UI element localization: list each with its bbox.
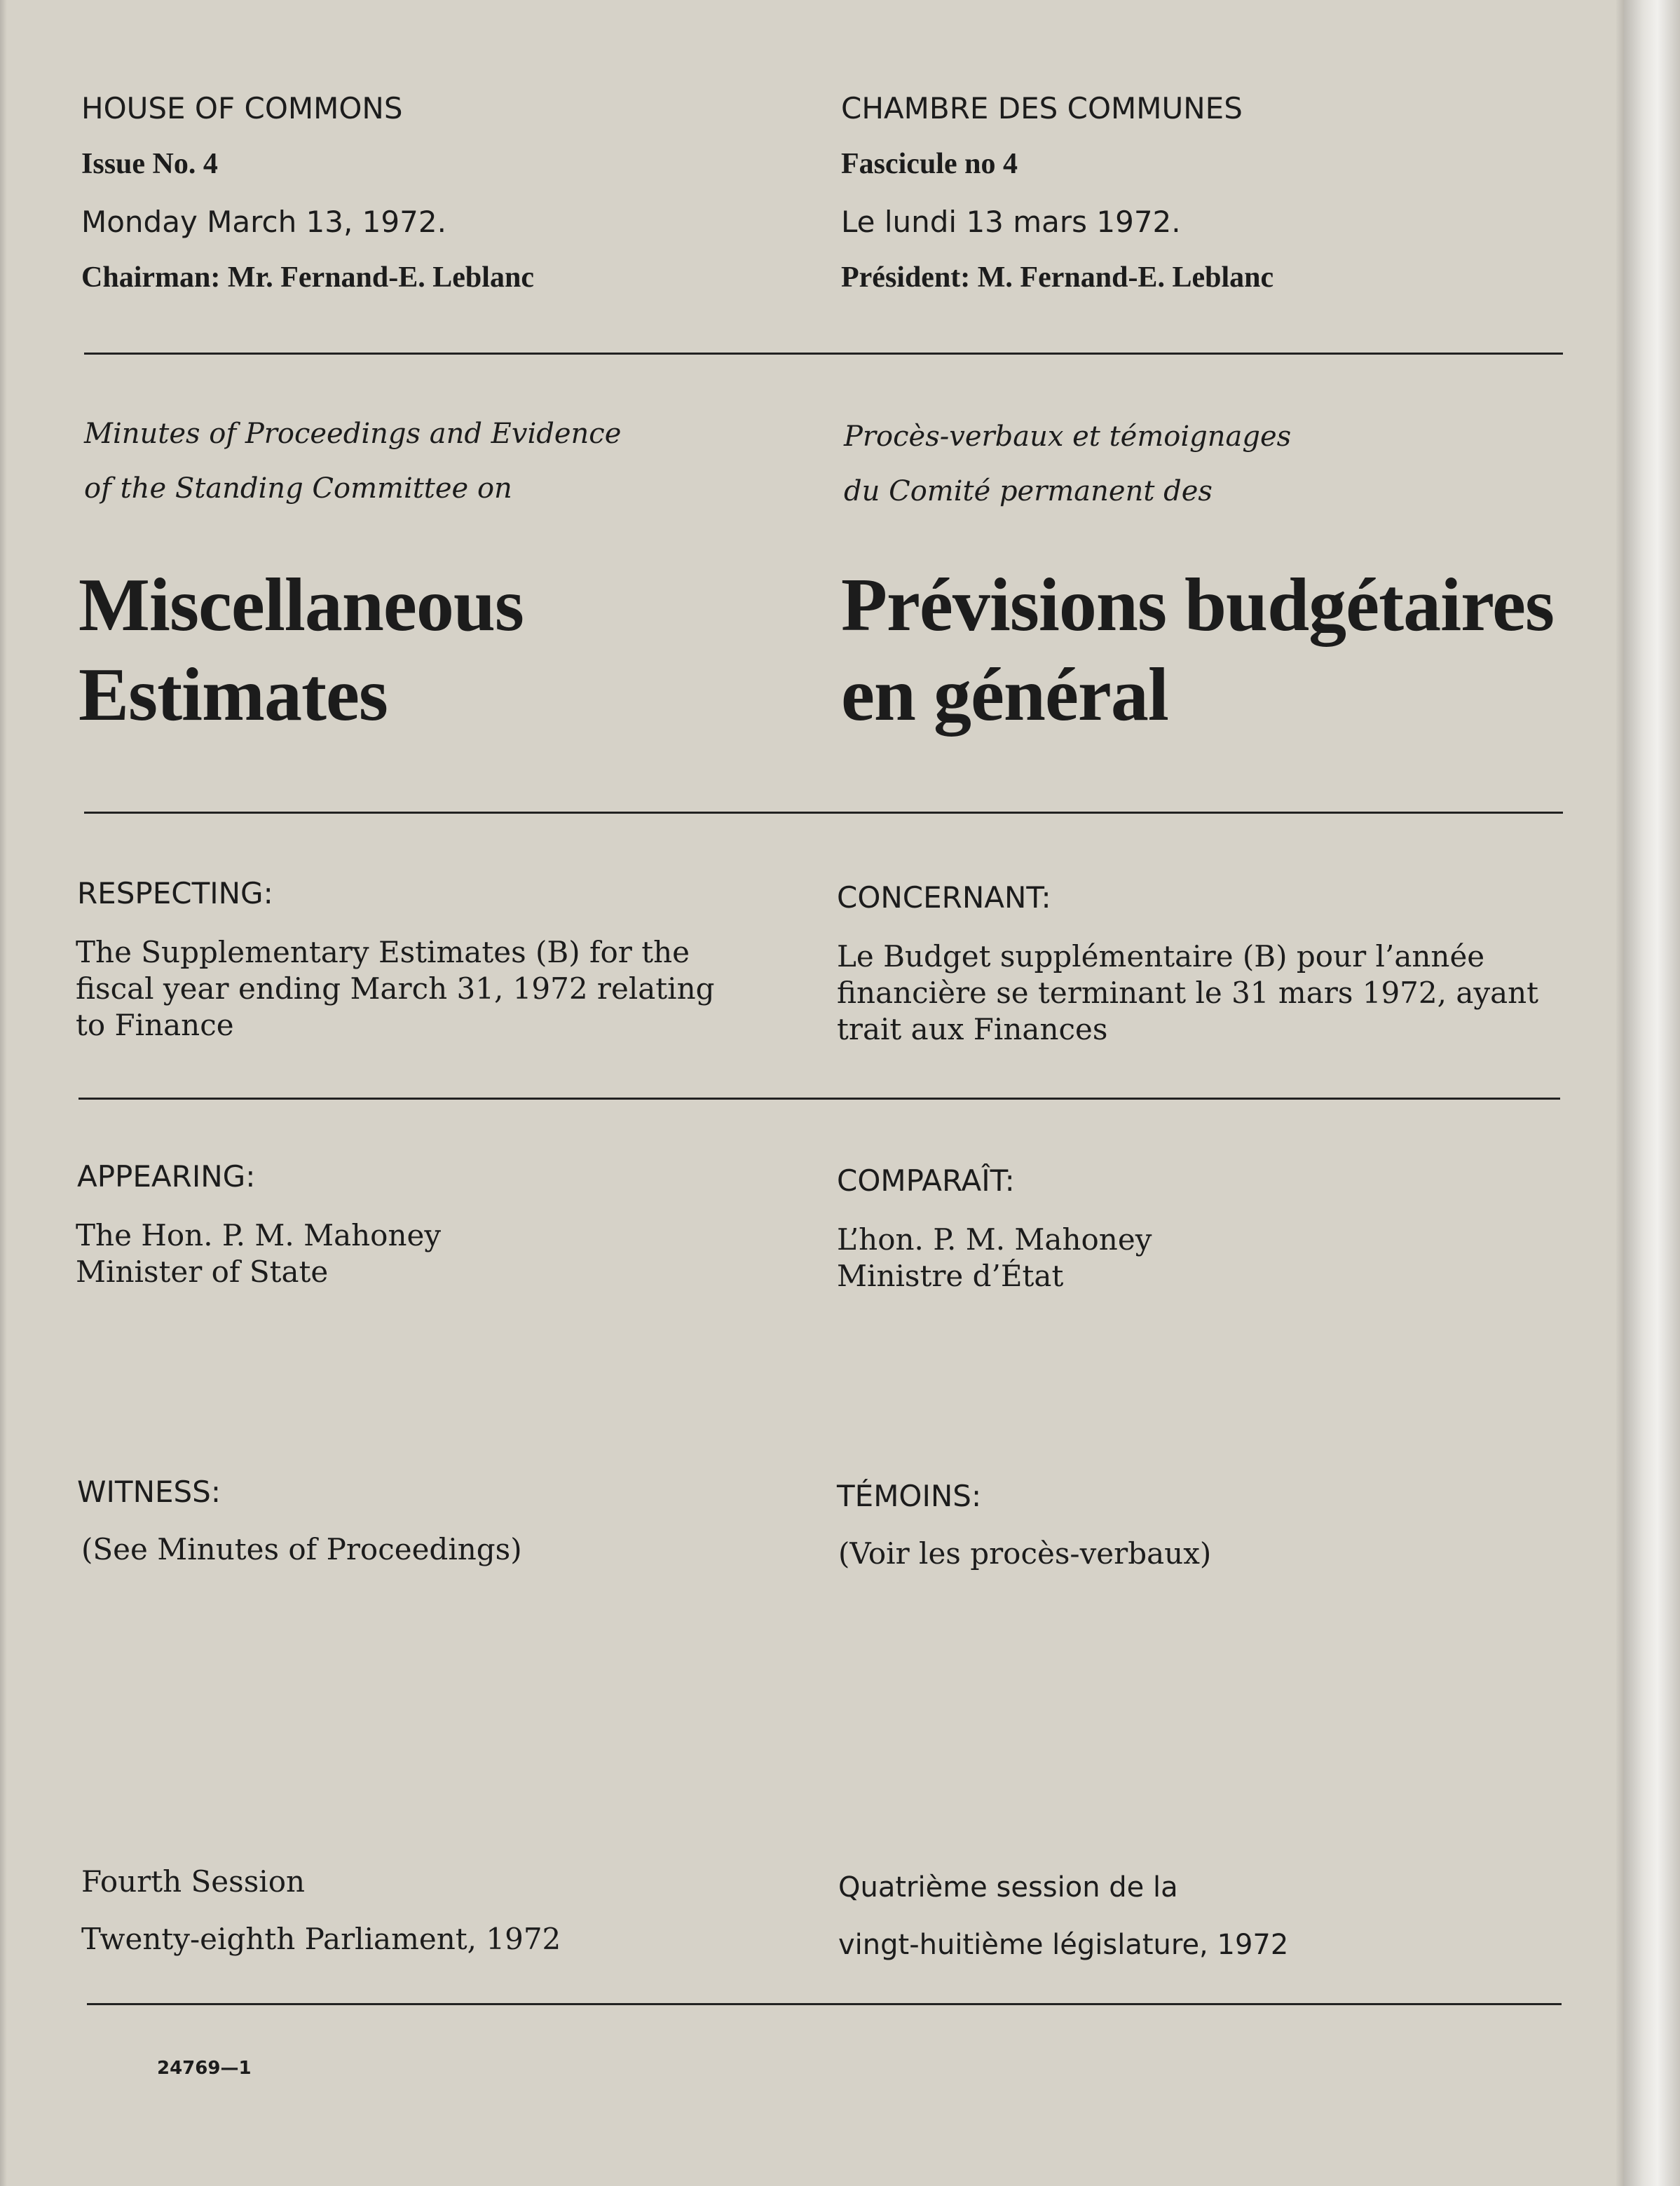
session-fr: Quatrième session de la bbox=[838, 1871, 1178, 1904]
house-title-en: HOUSE OF COMMONS bbox=[81, 91, 403, 125]
minutes-line1-fr: Procès-verbaux et témoignages bbox=[844, 421, 1292, 453]
session-divider bbox=[87, 2003, 1562, 2005]
appearing-name-en: The Hon. P. M. Mahoney bbox=[76, 1218, 442, 1252]
minutes-line2-fr: du Comité permanent des bbox=[844, 475, 1213, 507]
meeting-date-en: Monday March 13, 1972. bbox=[81, 205, 446, 239]
respecting-line1-en: The Supplementary Estimates (B) for the bbox=[76, 935, 690, 969]
meeting-date-fr: Le lundi 13 mars 1972. bbox=[841, 205, 1181, 239]
minutes-line1-en: Minutes of Proceedings and Evidence bbox=[84, 418, 622, 450]
respecting-line2-en: fiscal year ending March 31, 1972 relating bbox=[76, 971, 715, 1006]
respecting-line2-fr: financière se terminant le 31 mars 1972, ayant bbox=[837, 976, 1539, 1010]
appearing-name-fr: L’hon. P. M. Mahoney bbox=[837, 1222, 1152, 1257]
title-divider bbox=[84, 812, 1563, 814]
parliament-fr: vingt-huitième législature, 1972 bbox=[838, 1929, 1289, 1961]
page-binding-shadow bbox=[0, 0, 7, 2186]
respecting-heading-en: RESPECTING: bbox=[77, 876, 273, 910]
chairman-en: Chairman: Mr. Fernand-E. Leblanc bbox=[81, 261, 534, 294]
respecting-divider bbox=[78, 1098, 1560, 1100]
respecting-line3-en: to Finance bbox=[76, 1008, 234, 1042]
witness-heading-en: WITNESS: bbox=[77, 1475, 221, 1509]
appearing-heading-fr: COMPARAÎT: bbox=[837, 1163, 1015, 1198]
chairman-fr: Président: M. Fernand-E. Leblanc bbox=[841, 261, 1274, 294]
respecting-line1-fr: Le Budget supplémentaire (B) pour l’année bbox=[837, 939, 1485, 974]
witness-text-fr: (Voir les procès-verbaux) bbox=[838, 1536, 1212, 1571]
stacked-page-edges bbox=[1624, 0, 1680, 2186]
respecting-line3-fr: trait aux Finances bbox=[837, 1012, 1108, 1046]
minutes-line2-en: of the Standing Committee on bbox=[84, 472, 512, 505]
committee-title-line2-fr: en général bbox=[841, 653, 1168, 737]
appearing-heading-en: APPEARING: bbox=[77, 1159, 256, 1194]
issue-number-fr: Fascicule no 4 bbox=[841, 148, 1018, 180]
witness-heading-fr: TÉMOINS: bbox=[837, 1479, 982, 1513]
session-en: Fourth Session bbox=[81, 1864, 306, 1899]
committee-title-line2-en: Estimates bbox=[78, 653, 388, 737]
committee-title-line1-fr: Prévisions budgétaires bbox=[841, 563, 1555, 647]
parliament-en: Twenty-eighth Parliament, 1972 bbox=[81, 1922, 561, 1956]
house-title-fr: CHAMBRE DES COMMUNES bbox=[841, 91, 1243, 125]
witness-text-en: (See Minutes of Proceedings) bbox=[81, 1532, 522, 1566]
appearing-title-en: Minister of State bbox=[76, 1255, 329, 1289]
header-divider bbox=[84, 353, 1563, 355]
committee-title-line1-en: Miscellaneous bbox=[78, 563, 524, 647]
respecting-heading-fr: CONCERNANT: bbox=[837, 880, 1051, 915]
print-code: 24769—1 bbox=[157, 2058, 252, 2079]
page-edge-shadow bbox=[1616, 0, 1624, 2186]
issue-number-en: Issue No. 4 bbox=[81, 148, 218, 180]
appearing-title-fr: Ministre d’État bbox=[837, 1259, 1064, 1293]
